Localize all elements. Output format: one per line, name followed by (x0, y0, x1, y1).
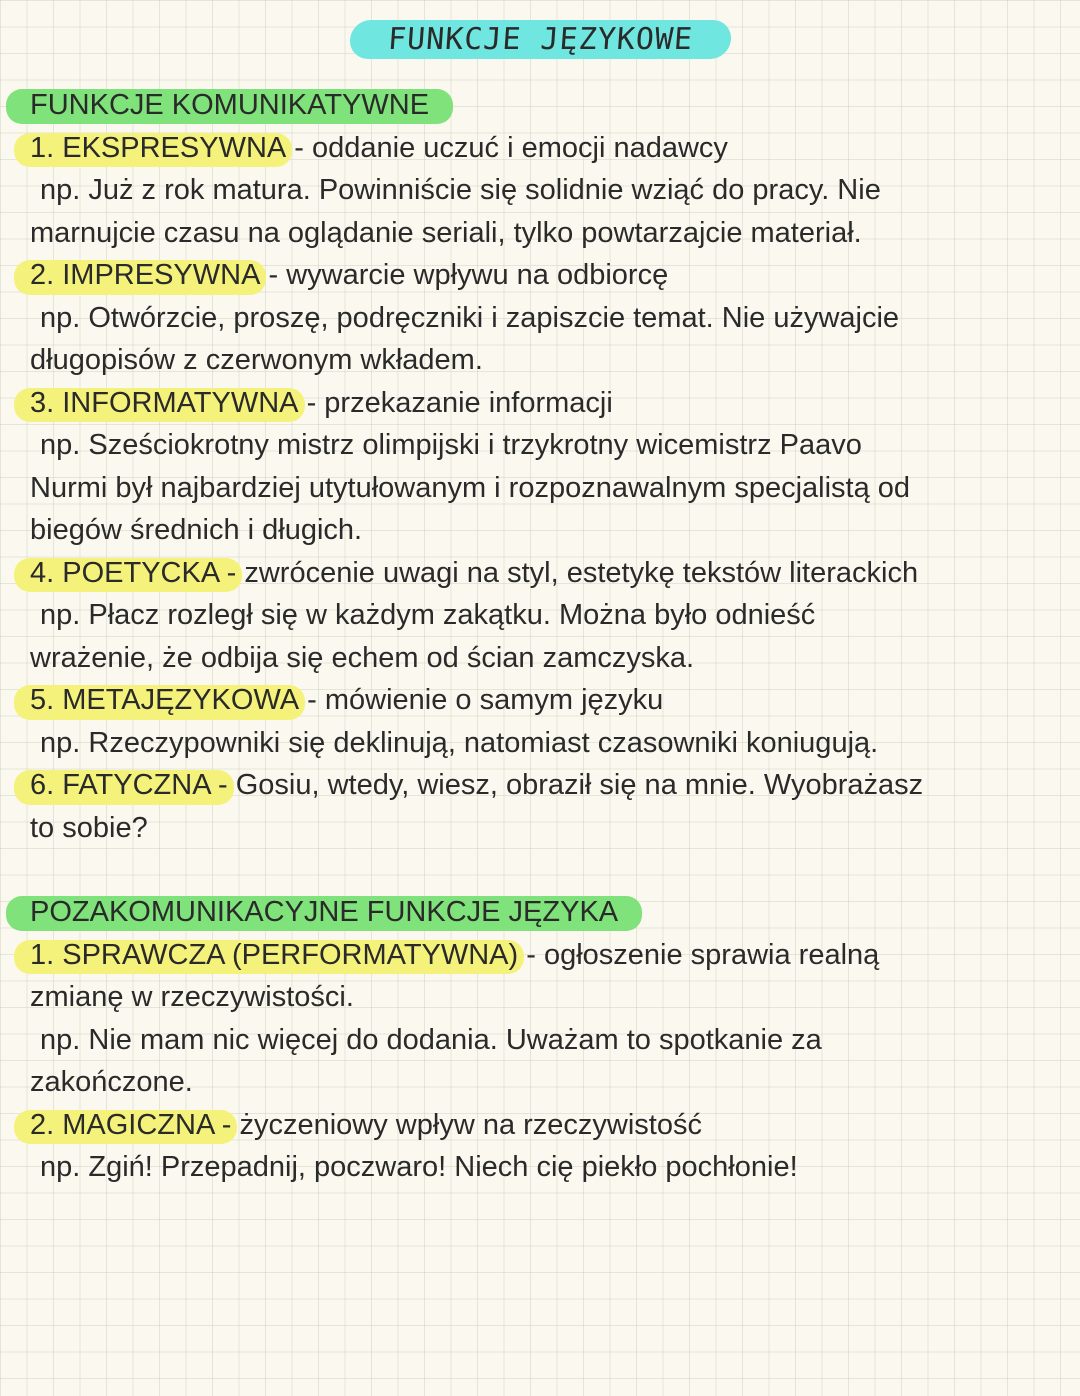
title-wrapper (0, 20, 1080, 59)
item-fatyczna (30, 764, 1030, 807)
item-informatywna (30, 382, 1030, 425)
example-line: zakończone. (30, 1066, 193, 1098)
example-line: marnujcie czasu na oglądanie seriali, tylko powtarzajcie materiał. (30, 216, 862, 249)
term-definition: - ogłoszenie sprawia realną (518, 938, 880, 971)
example-line: np. Otwórzcie, proszę, podręczniki i zapiszcie temat. Nie używajcie (40, 301, 900, 334)
term-label: 4. POETYCKA - (30, 552, 236, 595)
term-label: 5. METAJĘZYKOWA (30, 679, 299, 722)
item-impresywna (30, 254, 1030, 297)
example-line: Nurmi był najbardziej utytułowanym i rozpoznawalnym specjalistą od (30, 471, 911, 504)
section-heading (30, 84, 1030, 127)
item-poetycka (30, 552, 1030, 595)
term-label: 1. EKSPRESYWNA (30, 127, 286, 170)
term-definition: życzeniowy wpływ na rzeczywistość (231, 1108, 702, 1141)
section-heading (30, 891, 1030, 934)
section2-heading: POZAKOMUNIKACYJNE FUNKCJE JĘZYKA (30, 891, 618, 934)
term-definition: Gosiu, wtedy, wiesz, obraził się na mnie. Wyobrażasz (227, 769, 924, 801)
example-line: np. Płacz rozległ się w każdym zakątku. Można było odnieść (40, 599, 816, 631)
term-definition: - przekazanie informacji (298, 386, 613, 419)
continuation-line: to sobie? (30, 811, 148, 844)
term-label: 2. MAGICZNA - (30, 1104, 231, 1147)
item-sprawcza (30, 934, 1030, 977)
section1-heading: FUNKCJE KOMUNIKATYWNE (30, 84, 429, 127)
section-spacer (30, 849, 1030, 891)
example-line: np. Nie mam nic więcej do dodania. Uważam to spotkanie za (40, 1023, 822, 1056)
example-line: długopisów z czerwonym wkładem. (30, 344, 483, 376)
term-label: 6. FATYCZNA - (30, 764, 228, 807)
continuation-line: zmianę w rzeczywistości. (30, 981, 354, 1013)
term-definition: - oddanie uczuć i emocji nadawcy (286, 131, 728, 164)
term-definition: zwrócenie uwagi na styl, estetykę tekstów literackich (236, 556, 919, 589)
term-definition: - wywarcie wpływu na odbiorcę (260, 259, 669, 291)
term-definition: - mówienie o samym języku (299, 684, 664, 716)
notes-content (30, 84, 1030, 1189)
item-metajezykowa (30, 679, 1030, 722)
item-ekspresywna (30, 127, 1030, 170)
example-line: np. Rzeczypowniki się deklinują, natomiast czasowniki koniugują. (40, 726, 879, 759)
term-label: 1. SPRAWCZA (PERFORMATYWNA) (30, 934, 518, 977)
example-line: wrażenie, że odbija się echem od ścian zamczyska. (30, 641, 695, 674)
term-label: 3. INFORMATYWNA (30, 382, 299, 425)
example-line: np. Już z rok matura. Powinniście się solidnie wziąć do pracy. Nie (40, 174, 881, 206)
example-line: np. Zgiń! Przepadnij, poczwaro! Niech cię piekło pochłonie! (40, 1151, 798, 1183)
example-line: biegów średnich i długich. (30, 514, 363, 546)
item-magiczna (30, 1104, 1030, 1147)
term-label: 2. IMPRESYWNA (30, 254, 260, 297)
example-line: np. Sześciokrotny mistrz olimpijski i trzykrotny wicemistrz Paavo (40, 429, 862, 461)
page-title: FUNKCJE JĘZYKOWE (348, 20, 732, 59)
